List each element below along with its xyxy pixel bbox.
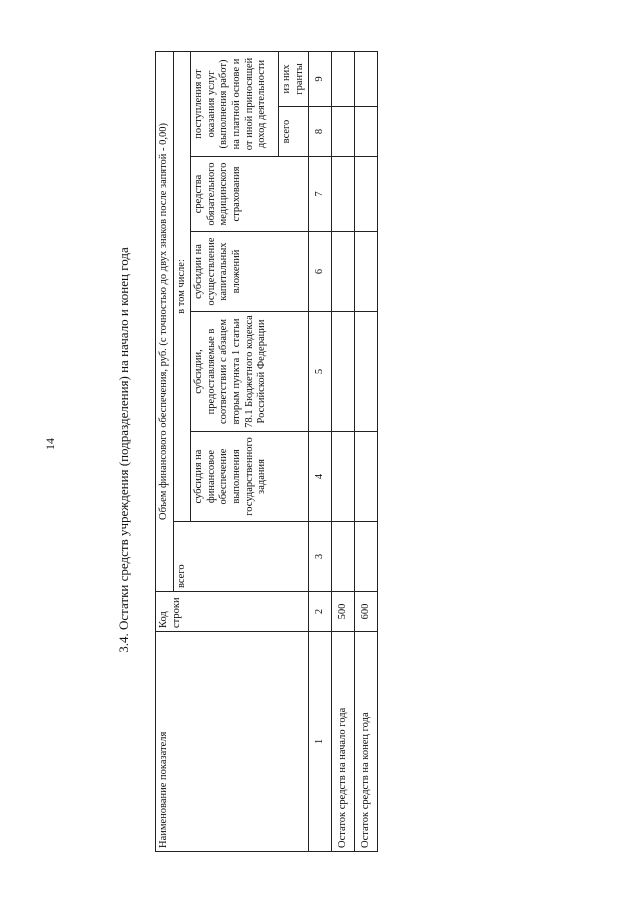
header-including: в том числе: [173,51,191,521]
balance-table [155,51,378,852]
column-number: 4 [309,432,332,522]
row-value[interactable] [332,432,355,522]
header-indicator-name: Наименование показателя [156,632,309,852]
header-omi: средства обязательного медицинского страхования [191,157,309,232]
header-grants: из них гранты [279,51,309,106]
column-numbers-row [309,51,332,851]
row-value[interactable] [332,312,355,432]
row-value[interactable] [332,232,355,312]
row-value[interactable] [355,51,378,106]
header-volume: Объем финансового обеспечения, руб. (с точностью до двух знаков после запятой - 0,00) [156,51,174,591]
header-line-code: Код строки [156,592,309,632]
column-number: 9 [309,51,332,106]
table-row [332,51,355,851]
column-number: 2 [309,592,332,632]
row-value[interactable] [355,107,378,157]
header-total: всего [173,522,309,592]
row-code: 500 [332,592,355,632]
row-value[interactable] [355,232,378,312]
row-code: 600 [355,592,378,632]
row-name: Остаток средств на конец года [355,632,378,852]
header-paid-income: поступления от оказания услуг (выполнения работ) на платной основе и от иной приносящей доход деятельности [191,51,279,156]
row-value[interactable] [332,522,355,592]
page-number: 14 [43,438,57,450]
header-subsidy-781: субсидии, предоставляемые в соответствии с абзацем вторым пункта 1 статьи 78.1 Бюджетного кодекса Российской Федерации [191,312,309,432]
row-value[interactable] [332,107,355,157]
column-number: 3 [309,522,332,592]
row-name: Остаток средств на начало года [332,632,355,852]
column-number: 8 [309,107,332,157]
column-number: 1 [309,632,332,852]
row-value[interactable] [332,157,355,232]
table-row [355,51,378,851]
row-value[interactable] [355,432,378,522]
header-row-1 [156,51,174,851]
column-number: 6 [309,232,332,312]
header-subsidy-capital: субсидии на осуществление капитальных вложений [191,232,309,312]
column-number: 5 [309,312,332,432]
row-value[interactable] [355,522,378,592]
section-title: 3.4. Остатки средств учреждения (подразделения) на начало и конец года [116,247,131,653]
rotated-page [30,40,630,860]
row-value[interactable] [355,312,378,432]
column-number: 7 [309,157,332,232]
row-value[interactable] [355,157,378,232]
header-paid-total: всего [279,107,309,157]
row-value[interactable] [332,51,355,106]
header-subsidy-state-task: субсидия на финансовое обеспечение выполнения государственного задания [191,432,309,522]
